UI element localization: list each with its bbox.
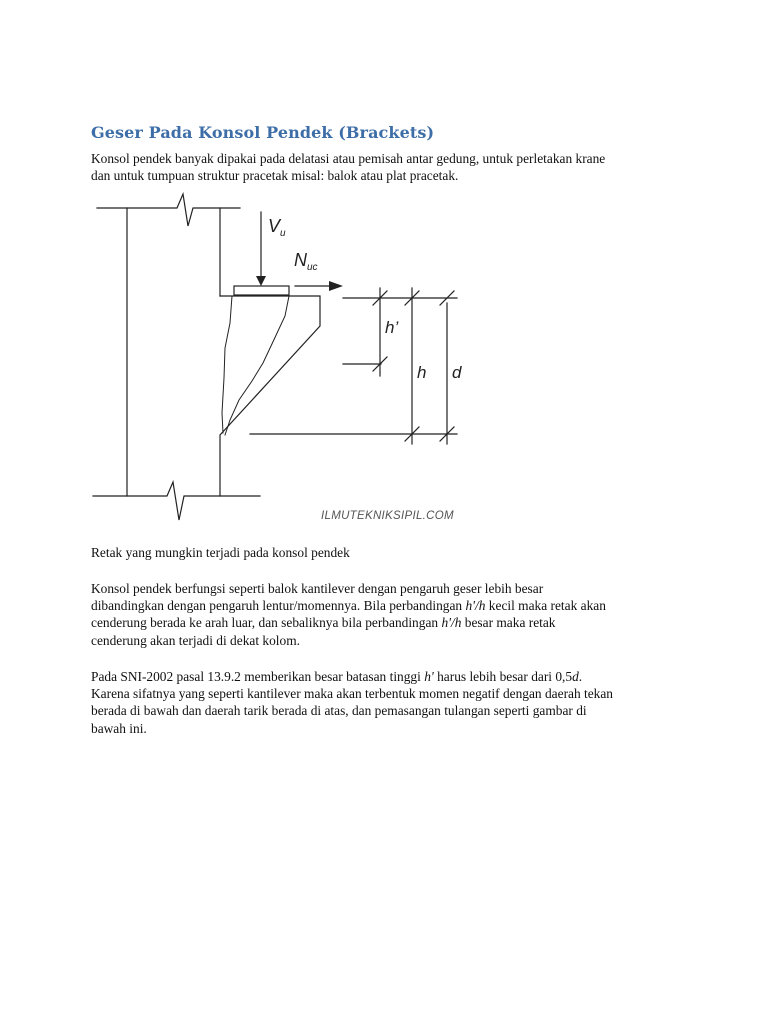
sni-line-3: berada di bawah dan daerah tarik berada di atas, dan pemasangan tulangan seperti gambar di [91, 703, 587, 719]
top-break-line [97, 194, 240, 226]
intro-line-1: Konsol pendek banyak dipakai pada delatasi atau pemisah antar gedung, untuk perletakan krane [91, 151, 606, 166]
nuc-label: $N_{uc}$ [294, 250, 318, 273]
crack-line-left [222, 296, 232, 433]
bearing-plate [234, 286, 289, 295]
function-paragraph [91, 580, 711, 649]
d-label: d [452, 363, 462, 382]
nuc-arrowhead [329, 281, 343, 291]
function-line-4: cenderung akan terjadi di dekat kolom. [91, 632, 300, 648]
vu-label: $V_u$ [268, 216, 286, 239]
sni-line-1: Pada SNI-2002 pasal 13.9.2 memberikan besar batasan tinggi h' harus lebih besar dari 0,5d. [91, 669, 583, 684]
sni-line-2: Karena sifatnya yang seperti kantilever maka akan terbentuk momen negatif dengan daerah tekan [91, 686, 614, 702]
vu-arrowhead [256, 276, 266, 286]
bracket-diagram [85, 188, 485, 528]
hprime-label: h’ [385, 318, 399, 337]
watermark: ILMUTEKNIKSIPIL.COM [321, 510, 454, 522]
figure-caption [91, 544, 711, 561]
intro-line-2: dan untuk tumpuan struktur pracetak misal: balok atau plat pracetak. [91, 168, 459, 184]
h-label: h [417, 363, 427, 382]
crack-line-right [225, 296, 289, 435]
bottom-break-line [93, 482, 260, 520]
page-title: Geser Pada Konsol Pendek (Brackets) [91, 123, 435, 142]
figure-caption-text: Retak yang mungkin terjadi pada konsol pendek [91, 545, 350, 560]
sni-paragraph [91, 668, 711, 737]
intro-paragraph [91, 150, 711, 184]
corbel-outline [220, 296, 320, 496]
function-line-1: Konsol pendek berfungsi seperti balok kantilever dengan pengaruh geser lebih besar [91, 581, 544, 596]
sni-line-4: bawah ini. [91, 720, 147, 736]
function-line-2: dibandingkan dengan pengaruh lentur/momennya. Bila perbandingan h'/h kecil maka retak akan [91, 598, 606, 614]
function-line-3: cenderung berada ke arah luar, dan sebaliknya bila perbandingan h'/h besar maka retak [91, 615, 556, 631]
